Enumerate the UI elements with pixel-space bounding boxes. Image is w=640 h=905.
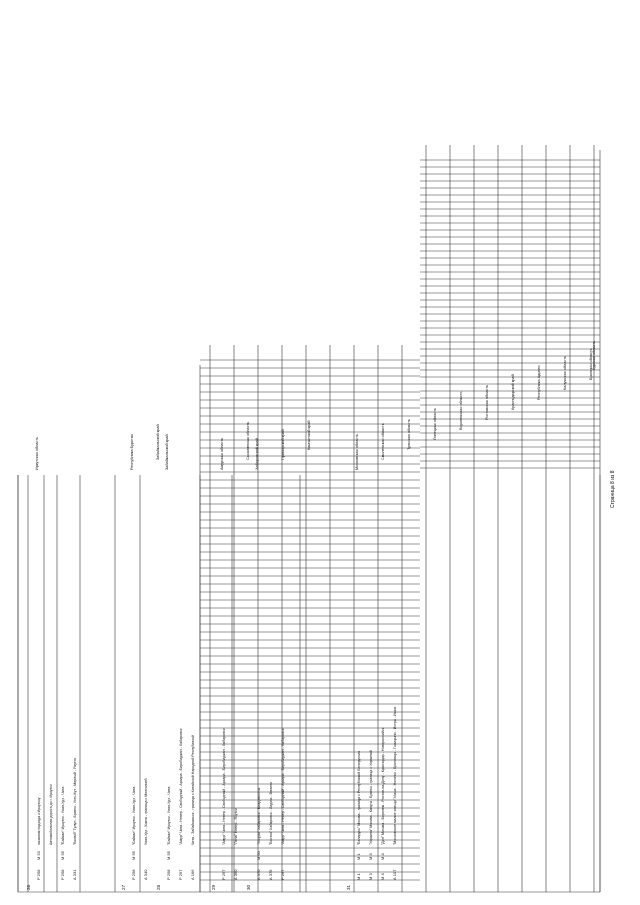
route-subcode: М 1 [356, 853, 361, 860]
region-header: Приморский край [281, 429, 285, 460]
route-name: "Байкал" Иркутск - Улан-Удэ - Чита [167, 786, 171, 845]
region-header: Краснодарский край [511, 374, 515, 410]
route-subcode: М 60 [256, 851, 261, 860]
page-footer [608, 430, 618, 510]
region-header: Липецкая область [433, 408, 437, 440]
route-name: Улан-Удэ - Кяхта - граница с Монголией [144, 778, 148, 845]
region-header: Ростовская область [485, 384, 489, 420]
route-code: А 375 [268, 869, 273, 880]
section-number: 29 [211, 884, 216, 890]
route-subcode: М 3 [368, 853, 373, 860]
route-name: "Амур" Чита - Невер - Свободный - Архара - Биробиджан - Хабаровск [281, 728, 285, 845]
route-name: "Амур" Чита - Невер - Свободный - Архара - Биробиджан - Хабаровск [222, 728, 226, 845]
route-code: А 166 [190, 869, 195, 880]
route-subcode: М 55 [60, 851, 65, 860]
route-code: Р 258 [131, 869, 136, 880]
region-header: Забайкальский край [165, 434, 169, 470]
region-header: Амурская область [220, 437, 224, 470]
region-header: Брянская область [589, 348, 593, 380]
route-name: "Байкал" Иркутск - Улан-Удэ - Чита [61, 786, 65, 845]
section-number: 26 [26, 884, 31, 890]
section-number: 27 [121, 884, 126, 890]
route-name: "Вилюй" Тулун - Братск - Усть-Кут - Мирный - Якутск [73, 757, 77, 845]
route-name: Чита - Забайкальск - граница с Китайской Народной Республикой [191, 735, 195, 845]
region-header: Республика Бурятия [130, 434, 134, 470]
route-name: "Московское малое кольцо" Икша - Ногинск - Бронницы - Голицыно - Истра - Икша [393, 706, 397, 845]
route-code: Р 297 [280, 869, 285, 880]
section-number: 28 [156, 884, 161, 890]
route-code: Р 297 [221, 869, 226, 880]
route-code: Р 258 [36, 869, 41, 880]
route-name: "Амур" Чита - Невер - Свободный - Архара - Биробиджан - Хабаровск [179, 728, 183, 845]
route-name: "Лена" Невер - Якутск [234, 808, 238, 845]
route-code: Р 258 [60, 869, 65, 880]
route-code: А 360 [233, 869, 238, 880]
route-subcode: М 53 [36, 851, 41, 860]
region-header: Курская область [592, 340, 596, 370]
region-header: Тульская область [407, 418, 411, 450]
region-header: Сахалинская область [246, 421, 250, 460]
route-code: М 3 [368, 873, 373, 880]
region-header: Камчатский край [307, 420, 311, 450]
route-name: "Дон" Москва - Воронеж - Ростов-на-Дону - Краснодар - Новороссийск [381, 727, 385, 845]
region-header: Московская область [355, 434, 359, 470]
section-number: 30 [246, 884, 251, 890]
route-subcode: М 55 [131, 851, 136, 860]
route-name: "Уссури" Хабаровск - Владивосток [257, 787, 261, 845]
route-name: "Беларусь" Москва - граница с Республикой Белоруссия [357, 751, 361, 845]
route-code: А 107 [392, 869, 397, 880]
region-header: Хабаровский край [255, 438, 259, 470]
route-name: "Украина" Москва - Калуга - Брянск - граница с Украиной [369, 750, 373, 845]
route-code: А 331 [72, 869, 77, 880]
region-header: Воронежская область [459, 391, 463, 430]
route-code: Р 297 [178, 869, 183, 880]
route-code: М 1 [356, 873, 361, 880]
route-name: "Восток" Хабаровск - Лидога - Ванино [269, 782, 273, 845]
page-number-label: Страница 8 из 8 [610, 470, 616, 508]
region-header: Забайкальский край [156, 424, 160, 460]
route-code: А 370 [256, 869, 261, 880]
route-name: "Байкал" Иркутск - Улан-Удэ - Чита [132, 786, 136, 845]
route-name: Автомобильная дорога до г. Иркутск [49, 784, 53, 845]
route-code: А 340 [143, 869, 148, 880]
route-code: Р 258 [166, 869, 171, 880]
region-header: Калужская область [563, 356, 567, 390]
route-subcode: М 55 [166, 851, 171, 860]
route-name: началом подхода к Иркутску [37, 797, 41, 845]
route-code: М 4 [380, 873, 385, 880]
region-header: Иркутская область [35, 436, 39, 470]
route-subcode: М 4 [380, 853, 385, 860]
region-header: Смоленская область [381, 423, 385, 460]
section-number: 31 [346, 884, 351, 890]
region-header: Республика Адыгея [537, 365, 541, 400]
